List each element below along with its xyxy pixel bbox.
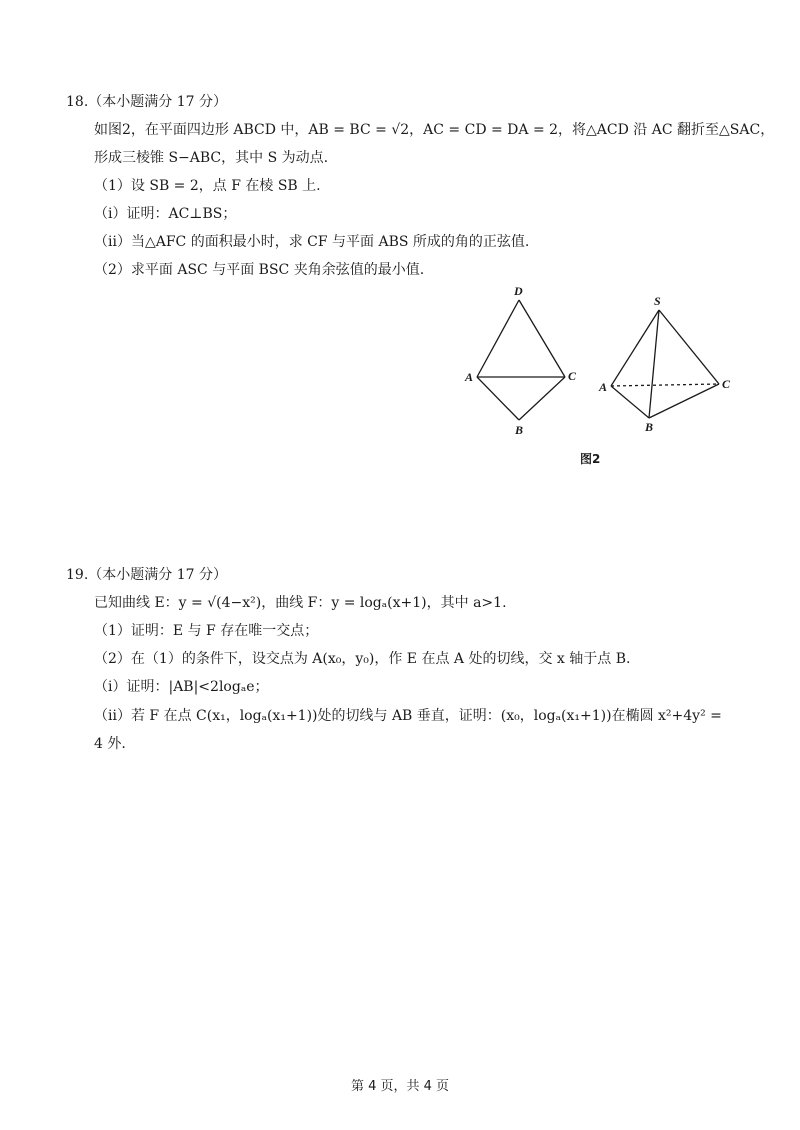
q18-header: 18.（本小题满分 17 分） [66,94,227,110]
edge-AB [611,386,649,418]
quadrilateral-abcd [477,300,565,420]
edge-SA [611,310,659,386]
label-S: S [654,294,661,308]
tetrahedron-sabc [611,310,719,418]
edge-SC [659,310,719,384]
edge-AB [477,377,519,420]
edge-BC [519,377,565,420]
edge-AC-hidden [611,384,719,386]
q18-line-5: （ⅱ）当△AFC 的面积最小时，求 CF 与平面 ABS 所成的角的正弦值. [94,234,530,250]
q19-line-4: （ⅰ）证明：|AB|<2logₐe； [94,679,269,695]
label-B-right: B [645,420,654,434]
q18-line-3: （1）设 SB = 2，点 F 在棱 SB 上. [94,178,321,194]
q19-line-6: 4 外. [94,736,126,752]
edge-BC [649,384,719,418]
page-footer: 第 4 页，共 4 页 [350,1079,450,1094]
figure-caption: 图2 [580,452,601,466]
q19-line-2: （1）证明：E 与 F 存在唯一交点； [94,623,319,639]
label-C-left: C [568,369,577,383]
q19-line-5: （ⅱ）若 F 在点 C(x₁，logₐ(x₁+1))处的切线与 AB 垂直，证明：(x₀，logₐ(x₁+1))在椭圆 x²+4y² = [94,708,722,724]
q19-line-3: （2）在（1）的条件下，设交点为 A(x₀，y₀)，作 E 在点 A 处的切线，交 x 轴于点 B. [94,651,631,667]
q18-line-1: 如图2，在平面四边形 ABCD 中，AB = BC = √2，AC = CD = DA = 2，将△ACD 沿 AC 翻折至△SAC， [94,122,775,138]
label-B-left: B [515,423,524,437]
edge-SB [649,310,659,418]
edge-DA [477,300,519,377]
label-A-right: A [599,380,608,394]
label-D: D [514,284,523,298]
label-A-left: A [465,370,474,384]
q19-header: 19.（本小题满分 17 分） [66,567,227,583]
q18-line-6: （2）求平面 ASC 与平面 BSC 夹角余弦值的最小值. [94,262,425,278]
q18-line-4: （ⅰ）证明：AC⊥BS； [94,206,237,222]
q18-line-2: 形成三棱锥 S−ABC，其中 S 为动点. [94,150,329,166]
edge-DC [519,300,565,377]
q19-line-1: 已知曲线 E：y = √(4−x²)，曲线 F：y = logₐ(x+1)，其中 a>1. [94,595,507,611]
label-C-right: C [722,377,731,391]
